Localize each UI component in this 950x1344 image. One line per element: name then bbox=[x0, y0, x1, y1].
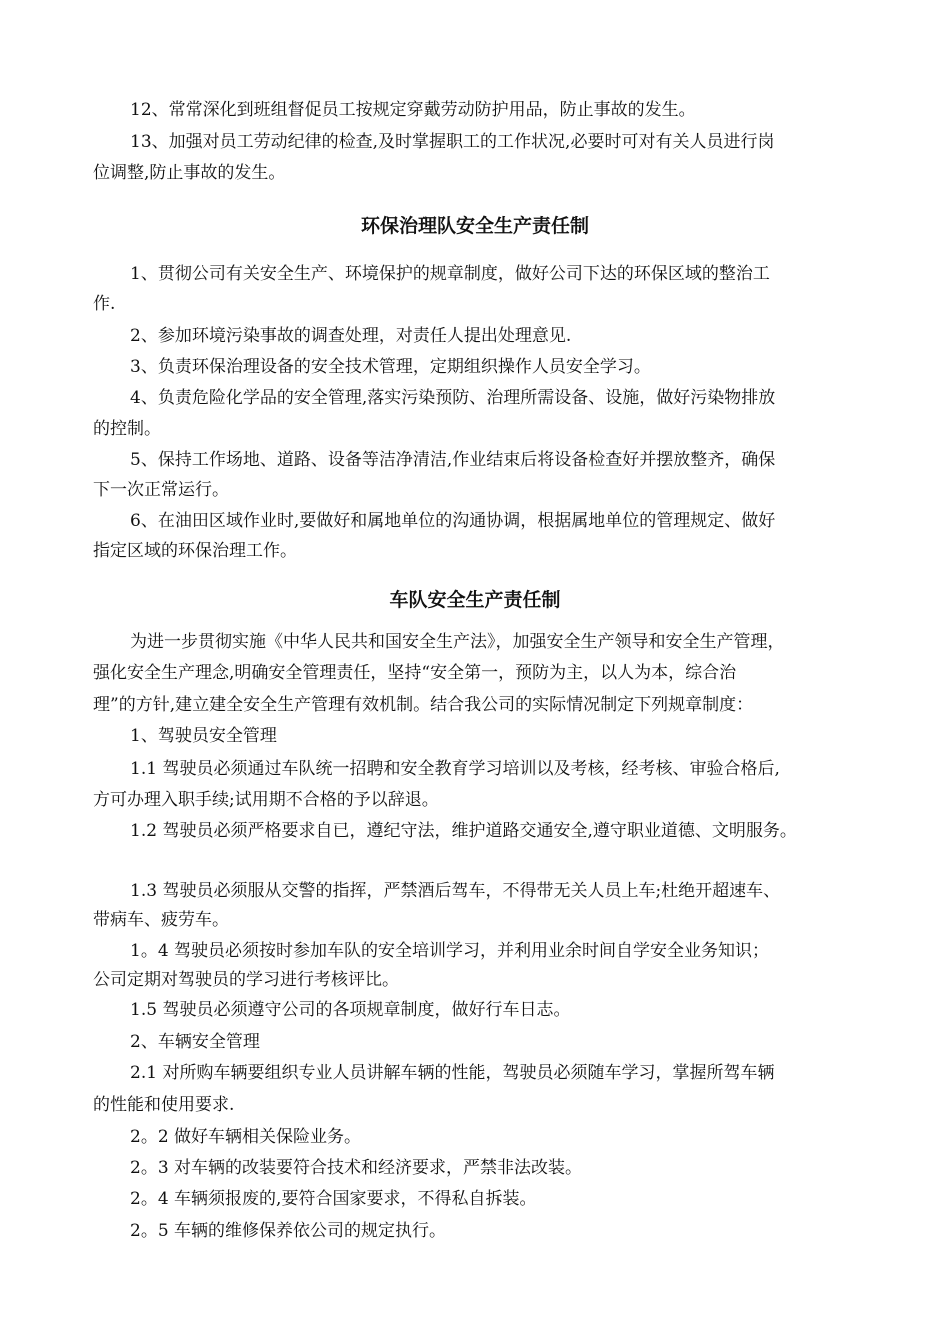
paragraph-line: 带病车、疲劳车。 bbox=[93, 910, 229, 930]
paragraph-line: 2。4 车辆须报废的,要符合国家要求，不得私自拆装。 bbox=[130, 1189, 537, 1209]
paragraph-line: 1。4 驾驶员必须按时参加车队的安全培训学习，并利用业余时间自学安全业务知识； bbox=[130, 941, 770, 961]
paragraph-line: 公司定期对驾驶员的学习进行考核评比。 bbox=[93, 970, 399, 990]
paragraph-line: 1.2 驾驶员必须严格要求自已，遵纪守法，维护道路交通安全,遵守职业道德、文明服务。 bbox=[130, 821, 797, 841]
paragraph-line: 2。3 对车辆的改装要符合技术和经济要求，严禁非法改装。 bbox=[130, 1158, 583, 1178]
paragraph-line: 1.3 驾驶员必须服从交警的指挥，严禁酒后驾车，不得带无关人员上车;杜绝开超速车、 bbox=[130, 881, 781, 901]
section-title-env: 环保治理队安全生产责任制 bbox=[360, 215, 589, 237]
paragraph-line: 方可办理入职手续;试用期不合格的予以辞退。 bbox=[93, 790, 439, 810]
paragraph-line: 的性能和使用要求. bbox=[93, 1095, 235, 1115]
paragraph-line: 的控制。 bbox=[93, 419, 161, 439]
paragraph-line: 2、参加环境污染事故的调查处理，对责任人提出处理意见. bbox=[130, 326, 572, 346]
paragraph-line: 2.1 对所购车辆要组织专业人员讲解车辆的性能，驾驶员必须随车学习，掌握所驾车辆 bbox=[130, 1063, 775, 1083]
paragraph-line: 2、车辆安全管理 bbox=[130, 1032, 260, 1052]
paragraph-line: 下一次正常运行。 bbox=[93, 480, 229, 500]
paragraph-line: 指定区域的环保治理工作。 bbox=[93, 541, 297, 561]
paragraph-line: 1.1 驾驶员必须通过车队统一招聘和安全教育学习培训以及考核，经考核、审验合格后, bbox=[130, 759, 780, 779]
paragraph-line: 2。2 做好车辆相关保险业务。 bbox=[130, 1127, 362, 1147]
paragraph-line: 5、保持工作场地、道路、设备等洁净清洁,作业结束后将设备检查好并摆放整齐，确保 bbox=[130, 450, 776, 470]
paragraph-line: 1.5 驾驶员必须遵守公司的各项规章制度，做好行车日志。 bbox=[130, 1000, 571, 1020]
paragraph-line: 作. bbox=[93, 294, 116, 314]
section-title-fleet: 车队安全生产责任制 bbox=[389, 589, 561, 611]
paragraph-line: 3、负责环保治理设备的安全技术管理，定期组织操作人员安全学习。 bbox=[130, 357, 651, 377]
paragraph-line: 为进一步贯彻实施《中华人民共和国安全生产法》，加强安全生产领导和安全生产管理， bbox=[130, 632, 785, 652]
paragraph-line: 理”的方针,建立建全安全生产管理有效机制。结合我公司的实际情况制定下列规章制度： bbox=[93, 695, 754, 715]
paragraph-line: 2。5 车辆的维修保养依公司的规定执行。 bbox=[130, 1221, 447, 1241]
paragraph-line: 6、在油田区域作业时,要做好和属地单位的沟通协调，根据属地单位的管理规定、做好 bbox=[130, 511, 776, 531]
paragraph-line: 位调整,防止事故的发生。 bbox=[93, 163, 286, 183]
paragraph-line: 1、贯彻公司有关安全生产、环境保护的规章制度，做好公司下达的环保区域的整治工 bbox=[130, 264, 770, 284]
paragraph-line: 1、驾驶员安全管理 bbox=[130, 726, 277, 746]
paragraph-line: 强化安全生产理念,明确安全管理责任，坚持“安全第一，预防为主，以人为本，综合治 bbox=[93, 663, 737, 683]
paragraph-line: 12、常常深化到班组督促员工按规定穿戴劳动防护用品，防止事故的发生。 bbox=[130, 100, 696, 120]
paragraph-line: 13、加强对员工劳动纪律的检查,及时掌握职工的工作状况,必要时可对有关人员进行岗 bbox=[130, 132, 775, 152]
paragraph-line: 4、负责危险化学品的安全管理,落实污染预防、治理所需设备、设施，做好污染物排放 bbox=[130, 388, 776, 408]
